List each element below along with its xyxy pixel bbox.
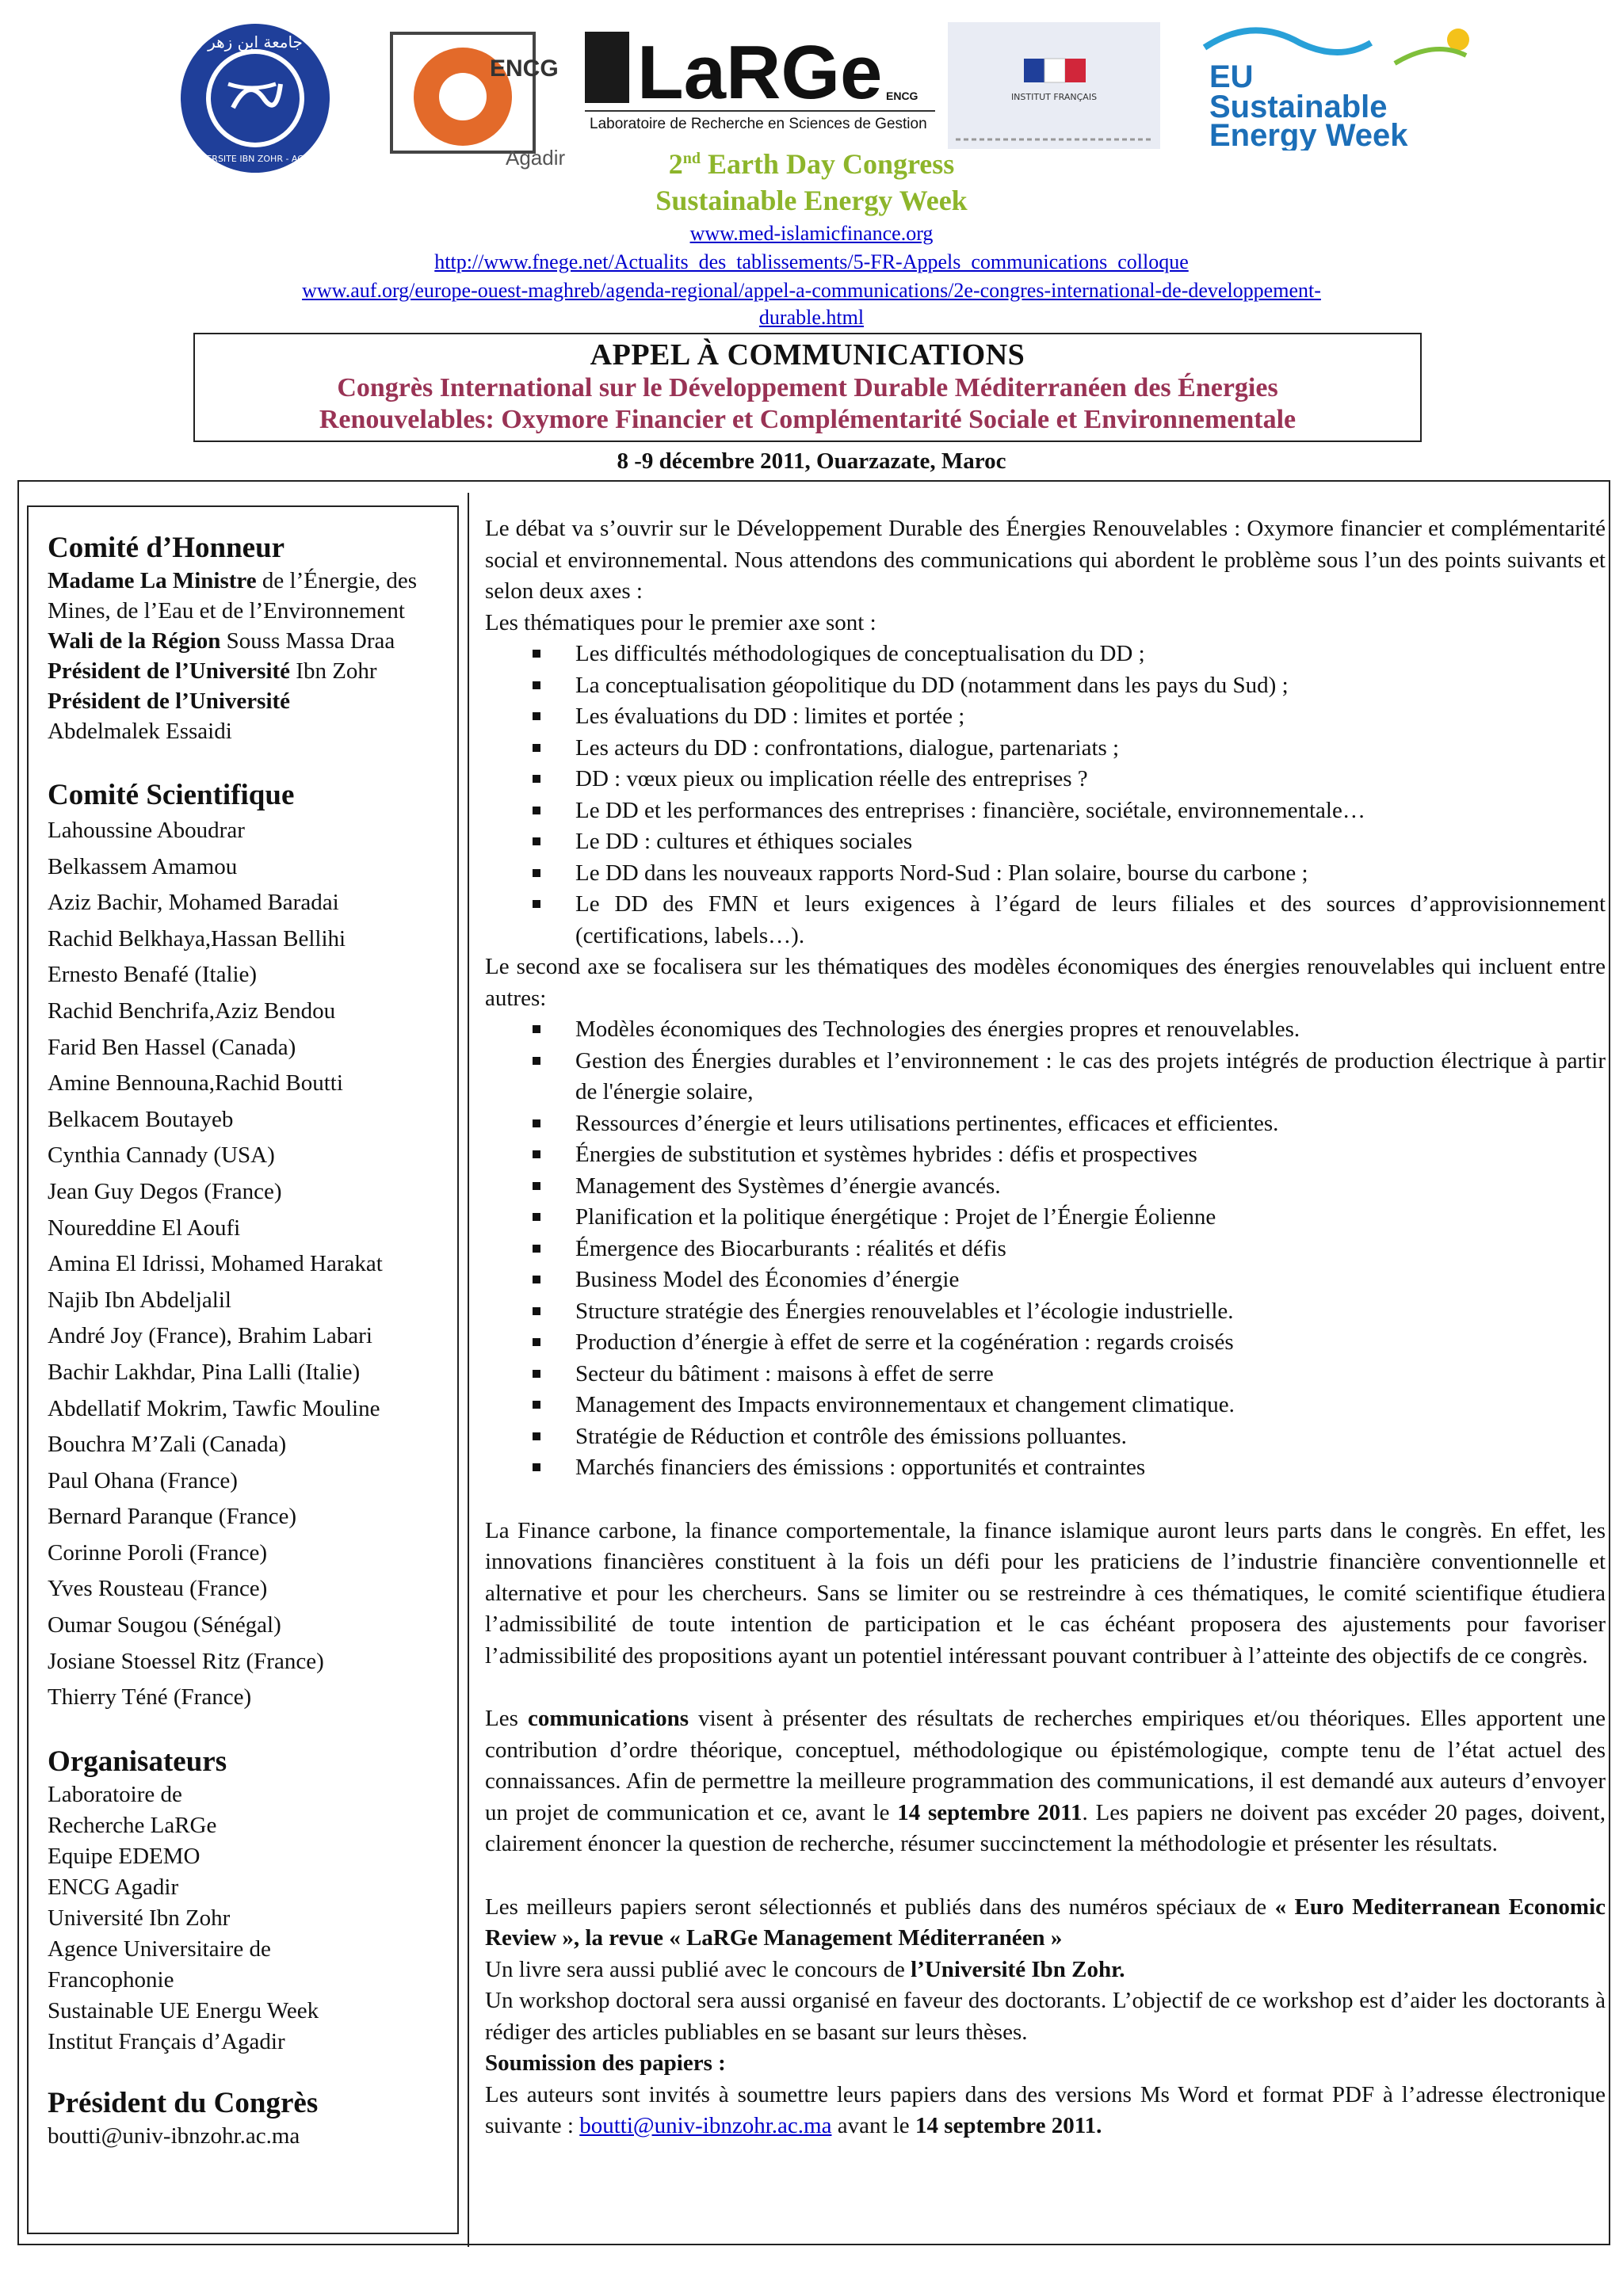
list-item: Le DD : cultures et éthiques sociales — [529, 826, 1606, 858]
committee-member: Cynthia Cannady (USA) — [48, 1142, 275, 1169]
axis2-intro: Le second axe se focalisera sur les thématiques des modèles économiques des énergies renouvelables qui incluent entre autres: — [485, 954, 1606, 1011]
committee-member: Josiane Stoessel Ritz (France) — [48, 1648, 324, 1674]
organizer-item: Equipe EDEMO — [48, 1843, 200, 1869]
organizer-item: Agence Universitaire de — [48, 1936, 271, 1962]
list-item: Énergies de substitution et systèmes hybrides : défis et prospectives — [529, 1139, 1606, 1171]
organizer-item: Francophonie — [48, 1966, 174, 1993]
committee-member: André Joy (France), Brahim Labari — [48, 1323, 372, 1349]
svg-text:INSTITUT FRANÇAIS: INSTITUT FRANÇAIS — [1010, 92, 1098, 102]
svg-text:Agadir: Agadir — [506, 146, 566, 170]
committee-member: Rachid Benchrifa,Aziz Bendou — [48, 997, 336, 1024]
congress-title: 2nd Earth Day Congress — [668, 148, 955, 180]
honor-member-president-uae: Président de l’Université Abdelmalek Essaidi — [48, 688, 291, 744]
book-paragraph: Un livre sera aussi publié avec le concours de l’Université Ibn Zohr. — [485, 1956, 1125, 1982]
list-item: DD : vœux pieux ou implication réelle des entreprises ? — [529, 764, 1606, 795]
workshop-paragraph: Un workshop doctoral sera aussi organisé en faveur des doctorants. L’objectif de ce workshop est d’aider les doctorants à rédiger des articles publiables en se basant sur leurs thèses. — [485, 1988, 1606, 2045]
committee-member: Ernesto Benafé (Italie) — [48, 962, 258, 988]
url-auf[interactable]: www.auf.org/europe-ouest-maghreb/agenda-regional/appel-a-communications/2e-congres-international-de-developpement- — [302, 279, 1321, 302]
committee-member: Lahoussine Aboudrar — [48, 818, 245, 843]
url-fnege[interactable]: http://www.fnege.net/Actualits_des_tablissements/5-FR-Appels_communications_colloque — [434, 250, 1189, 273]
list-item: Ressources d’énergie et leurs utilisations pertinentes, efficaces et efficientes. — [529, 1108, 1606, 1140]
svg-text:EU: EU — [1209, 59, 1254, 94]
honor-member-minister: Madame La Ministre de l’Énergie, des Mines, de l’Eau et de l’Environnement — [48, 568, 418, 624]
committee-member: Rachid Belkhaya,Hassan Bellihi — [48, 925, 346, 952]
list-item: Planification et la politique énergétique : Projet de l’Énergie Éolienne — [529, 1202, 1606, 1234]
organizer-item: Laboratoire de — [48, 1781, 182, 1807]
call-body — [485, 513, 1606, 2142]
submission-paragraph: Les auteurs sont invités à soumettre leurs papiers dans des versions Ms Word et format PDF à l’adresse électronique suivante : boutti@univ-ibnzohr.ac.ma avant le 14 septembre 2011. — [485, 2081, 1606, 2138]
committee-member: Abdellatif Mokrim, Tawfic Mouline — [48, 1395, 380, 1421]
url-med-islamicfinance[interactable]: www.med-islamicfinance.org — [689, 222, 934, 245]
svg-text:UNIVERSITE IBN ZOHR - AGADIR: UNIVERSITE IBN ZOHR - AGADIR — [185, 154, 326, 164]
list-item: Le DD dans les nouveaux rapports Nord-Sud : Plan solaire, bourse du carbone ; — [529, 858, 1606, 890]
committee-member: Amine Bennouna,Rachid Boutti — [48, 1070, 343, 1097]
list-item: Le DD et les performances des entreprises : financière, sociétale, environnementale… — [529, 795, 1606, 827]
organizer-item: Université Ibn Zohr — [48, 1905, 231, 1931]
list-item: Les acteurs du DD : confrontations, dialogue, partenariats ; — [529, 733, 1606, 765]
organizers-list — [48, 1779, 457, 2058]
congress-subtitle-1: Congrès International sur le Développement Durable Méditerranéen des Énergies — [337, 373, 1278, 402]
committee-member: Belkassem Amamou — [48, 853, 238, 879]
call-for-papers-box — [193, 333, 1422, 442]
svg-text:Sustainable: Sustainable — [1209, 90, 1388, 124]
main-content-box — [17, 480, 1610, 2245]
congress-subtitle-2: Renouvelables: Oxymore Financier et Complémentarité Sociale et Environnementale — [319, 405, 1296, 434]
organizer-item: ENCG Agadir — [48, 1874, 179, 1900]
url-auf-end[interactable]: durable.html — [758, 306, 865, 329]
honor-member-president-uiz: Président de l’Université Ibn Zohr — [48, 658, 377, 684]
intro-paragraph: Le débat va s’ouvrir sur le Développement Durable des Énergies Renouvelables : Oxymore financier et complémentarité social et environnemental. Nous attendons des communications qui abordent le problème sous l’un des points suivants et selon deux axes : — [485, 516, 1606, 604]
svg-text:LaRGe: LaRGe — [637, 30, 883, 115]
organizer-item: Institut Français d’Agadir — [48, 2028, 285, 2054]
large-lab-logo — [582, 24, 938, 135]
call-title: APPEL À COMMUNICATIONS — [590, 338, 1025, 372]
list-item: Les difficultés méthodologiques de conceptualisation du DD ; — [529, 639, 1606, 670]
committee-member: Aziz Bachir, Mohamed Baradai — [48, 890, 339, 916]
svg-text:Laboratoire de Recherche en Sc: Laboratoire de Recherche en Sciences de Gestion — [590, 116, 927, 132]
list-item: Les évaluations du DD : limites et portée ; — [529, 701, 1606, 733]
svg-text:ENCG: ENCG — [490, 55, 559, 82]
list-item: Production d’énergie à effet de serre et la cogénération : regards croisés — [529, 1327, 1606, 1359]
organizer-item: Recherche LaRGe — [48, 1812, 217, 1838]
axis2-list — [485, 1014, 1606, 1484]
congress-week: Sustainable Energy Week — [655, 185, 968, 216]
submission-email-link[interactable]: boutti@univ-ibnzohr.ac.ma — [579, 2113, 832, 2138]
scientific-committee-list — [48, 813, 457, 1716]
list-item: Marchés financiers des émissions : opportunités et contraintes — [529, 1452, 1606, 1484]
honor-committee-title: Comité d’Honneur — [48, 532, 285, 564]
submission-title: Soumission des papiers : — [485, 2050, 726, 2076]
list-item: Management des Impacts environnementaux et changement climatique. — [529, 1390, 1606, 1421]
congress-date: 8 -9 décembre 2011, Ouarzazate, Maroc — [617, 448, 1006, 474]
congress-president-title: Président du Congrès — [48, 2086, 319, 2119]
scientific-committee-title: Comité Scientifique — [48, 779, 295, 811]
list-item: Gestion des Énergies durables et l’environnement : le cas des projets intégrés de production électrique à partir de l'énergie solaire, — [529, 1046, 1606, 1108]
list-item: La conceptualisation géopolitique du DD (notamment dans les pays du Sud) ; — [529, 670, 1606, 702]
column-divider — [468, 493, 469, 2247]
committee-member: Bouchra M’Zali (Canada) — [48, 1432, 287, 1458]
committee-member: Oumar Sougou (Sénégal) — [48, 1612, 281, 1638]
committee-member: Bernard Paranque (France) — [48, 1504, 297, 1530]
svg-text:جامعة ابن زهر: جامعة ابن زهر — [208, 32, 303, 51]
committee-member: Belkacem Boutayeb — [48, 1106, 234, 1132]
eu-sustainable-energy-week-logo — [1197, 16, 1529, 151]
committee-member: Corinne Poroli (France) — [48, 1539, 268, 1566]
axis1-intro: Les thématiques pour le premier axe sont : — [485, 609, 876, 635]
committee-member: Yves Rousteau (France) — [48, 1576, 268, 1602]
list-item: Stratégie de Réduction et contrôle des émissions polluantes. — [529, 1421, 1606, 1453]
finance-paragraph: La Finance carbone, la finance comportementale, la finance islamique auront leurs parts dans le congrès. En effet, les innovations financières constituent à la fois un défi pour les praticiens de l’industrie financière conventionnelle et alternative et pour les chercheurs. Sans se limiter ou se restreindre à ces thématiques, le comité scientifique étudiera l’admissibilité de toute intention de participation et le cas échéant proposera des ajustements pour favoriser l’admissibilité des propositions ayant un potentiel intéressant pouvant contribuer à l’atteinte des objectifs de ce congrès. — [485, 1517, 1606, 1669]
axis1-list — [485, 639, 1606, 952]
list-item: Émergence des Biocarburants : réalités et défis — [529, 1234, 1606, 1265]
svg-text:Energy Week: Energy Week — [1209, 118, 1408, 151]
committee-member: Amina El Idrissi, Mohamed Harakat — [48, 1251, 383, 1277]
list-item: Le DD des FMN et leurs exigences à l’égard de leurs filiales et des sources d’approvisionnement (certifications, labels…). — [529, 889, 1606, 952]
organizers-title: Organisateurs — [48, 1745, 227, 1778]
committee-member: Jean Guy Degos (France) — [48, 1178, 282, 1204]
list-item: Management des Systèmes d’énergie avancés. — [529, 1171, 1606, 1203]
organizer-item: Sustainable UE Energu Week — [48, 1997, 319, 2023]
committee-member: Paul Ohana (France) — [48, 1467, 238, 1493]
committee-member: Thierry Téné (France) — [48, 1684, 252, 1711]
communications-paragraph: Les communications visent à présenter des résultats de recherches empiriques et/ou théoriques. Elles apportent une contribution d’ordre théorique, conceptuel, méthodologique ou épistémologique, compte tenu de l’état actuel des connaissances. Afin de permettre la meilleure programmation des communications, il est demandé aux auteurs d’envoyer un projet de communication et ce, avant le 14 septembre 2011. Les papiers ne doivent pas excéder 20 pages, doivent, clairement énoncer la question de recherche, résumer succinctement la méthodologie et présenter les résultats. — [485, 1706, 1606, 1856]
list-item: Modèles économiques des Technologies des énergies propres et renouvelables. — [529, 1014, 1606, 1046]
sidebar-committees — [27, 505, 459, 2234]
committee-member: Noureddine El Aoufi — [48, 1215, 241, 1241]
institut-francais-logo — [948, 22, 1160, 149]
committee-member: Farid Ben Hassel (Canada) — [48, 1034, 296, 1060]
committee-member: Najib Ibn Abdeljalil — [48, 1287, 231, 1313]
president-email: boutti@univ-ibnzohr.ac.ma — [48, 2122, 300, 2149]
committee-member: Bachir Lakhdar, Pina Lalli (Italie) — [48, 1359, 361, 1385]
honor-member-wali: Wali de la Région Souss Massa Draa — [48, 628, 395, 654]
list-item: Secteur du bâtiment : maisons à effet de serre — [529, 1359, 1606, 1390]
list-item: Business Model des Économies d’énergie — [529, 1264, 1606, 1296]
best-papers-paragraph: Les meilleurs papiers seront sélectionnés et publiés dans des numéros spéciaux de « Euro Mediterranean Economic Review », la revue « LaRGe Management Méditerranéen » — [485, 1894, 1606, 1951]
list-item: Structure stratégie des Énergies renouvelables et l’écologie industrielle. — [529, 1296, 1606, 1328]
svg-text:ENCG: ENCG — [886, 90, 918, 102]
